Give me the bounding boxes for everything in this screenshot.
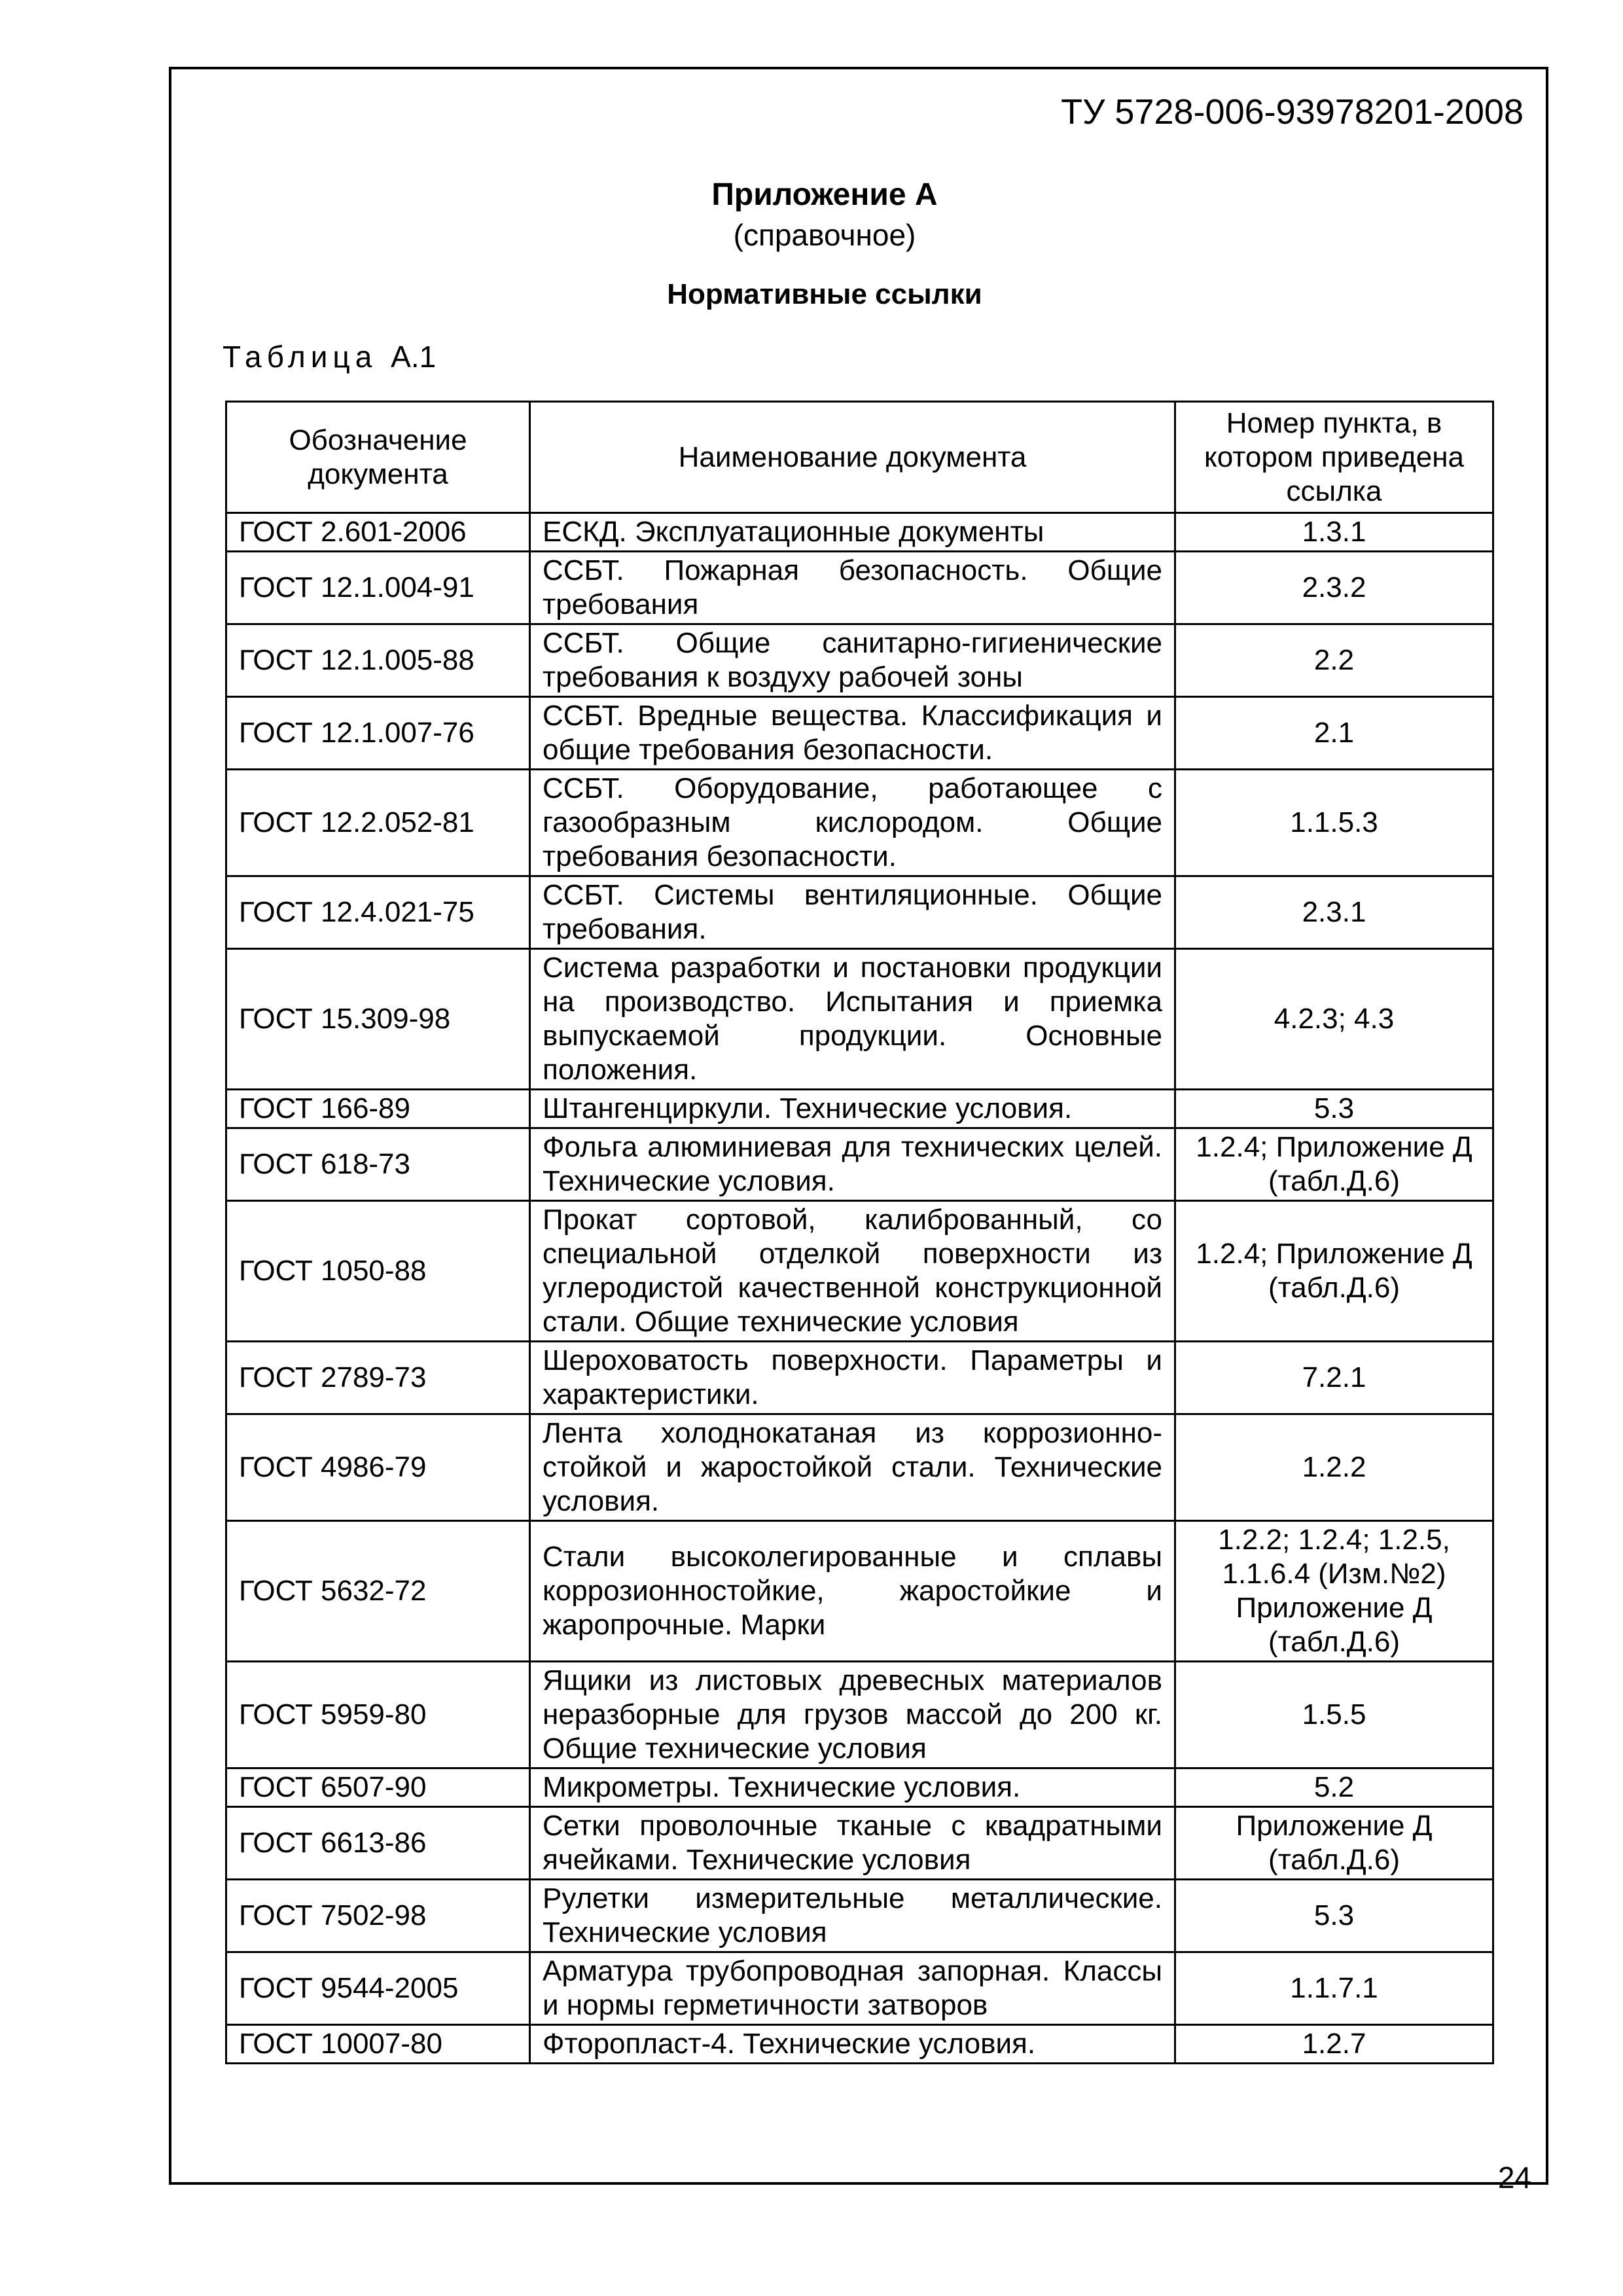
cell-clause-ref: 2.1 <box>1175 697 1493 770</box>
cell-document-name: Микрометры. Технические условия. <box>530 1768 1175 1807</box>
cell-clause-ref: 2.3.2 <box>1175 552 1493 624</box>
cell-document-code: ГОСТ 12.2.052-81 <box>226 770 530 876</box>
cell-document-code: ГОСТ 10007-80 <box>226 2025 530 2064</box>
cell-clause-ref: 5.3 <box>1175 1090 1493 1128</box>
table-row <box>226 624 1493 697</box>
cell-clause-ref: 1.2.4; Приложение Д (табл.Д.6) <box>1175 1201 1493 1342</box>
cell-document-name: Сетки проволочные тканые с квадратными ячейками. Технические условия <box>530 1807 1175 1880</box>
cell-clause-ref: 1.3.1 <box>1175 513 1493 552</box>
page-number: 24 <box>1497 2161 1531 2195</box>
cell-document-code: ГОСТ 5959-80 <box>226 1662 530 1768</box>
table-body <box>226 513 1493 2064</box>
table-header-row <box>226 402 1493 513</box>
cell-clause-ref: 1.2.7 <box>1175 2025 1493 2064</box>
cell-document-name: Арматура трубопроводная запорная. Классы и нормы герметичности затворов <box>530 1952 1175 2025</box>
cell-clause-ref: 1.1.5.3 <box>1175 770 1493 876</box>
cell-clause-ref: 1.2.2 <box>1175 1414 1493 1521</box>
cell-clause-ref: 7.2.1 <box>1175 1342 1493 1414</box>
table-row <box>226 1952 1493 2025</box>
table-label <box>223 339 436 374</box>
cell-document-name: ССБТ. Системы вентиляционные. Общие требования. <box>530 876 1175 949</box>
table-row <box>226 552 1493 624</box>
cell-clause-ref: 1.5.5 <box>1175 1662 1493 1768</box>
cell-document-code: ГОСТ 618-73 <box>226 1128 530 1201</box>
column-header-code: Обозначение документа <box>226 402 530 513</box>
cell-document-name: Лента холоднокатаная из коррозионно-стойкой и жаростойкой стали. Технические условия. <box>530 1414 1175 1521</box>
cell-document-code: ГОСТ 166-89 <box>226 1090 530 1128</box>
cell-document-name: ССБТ. Вредные вещества. Классификация и общие требования безопасности. <box>530 697 1175 770</box>
table-row <box>226 1768 1493 1807</box>
appendix-title: Приложение А <box>711 177 938 212</box>
column-header-ref: Номер пункта, в котором приведена ссылка <box>1175 402 1493 513</box>
cell-document-code: ГОСТ 12.1.007-76 <box>226 697 530 770</box>
cell-document-name: Стали высоколегированные и сплавы коррозионностойкие, жаростойкие и жаропрочные. Марки <box>530 1521 1175 1662</box>
table-label-number: А.1 <box>391 340 437 374</box>
table-row <box>226 697 1493 770</box>
table-row <box>226 1090 1493 1128</box>
cell-clause-ref: 4.2.3; 4.3 <box>1175 949 1493 1090</box>
cell-document-name: ЕСКД. Эксплуатационные документы <box>530 513 1175 552</box>
cell-document-code: ГОСТ 6507-90 <box>226 1768 530 1807</box>
table-row <box>226 770 1493 876</box>
cell-clause-ref: 5.3 <box>1175 1880 1493 1952</box>
cell-document-name: Фторопласт-4. Технические условия. <box>530 2025 1175 2064</box>
cell-document-name: Рулетки измерительные металлические. Технические условия <box>530 1880 1175 1952</box>
cell-document-name: Шероховатость поверхности. Параметры и характеристики. <box>530 1342 1175 1414</box>
table-row <box>226 1414 1493 1521</box>
cell-document-code: ГОСТ 4986-79 <box>226 1414 530 1521</box>
cell-clause-ref: 2.3.1 <box>1175 876 1493 949</box>
cell-document-name: Ящики из листовых древесных материалов неразборные для грузов массой до 200 кг. Общие технические условия <box>530 1662 1175 1768</box>
cell-document-code: ГОСТ 15.309-98 <box>226 949 530 1090</box>
cell-document-code: ГОСТ 9544-2005 <box>226 1952 530 2025</box>
cell-document-code: ГОСТ 12.1.004-91 <box>226 552 530 624</box>
table-row <box>226 1880 1493 1952</box>
cell-document-name: ССБТ. Пожарная безопасность. Общие требования <box>530 552 1175 624</box>
table-row <box>226 1201 1493 1342</box>
references-table <box>225 401 1494 2064</box>
cell-clause-ref: 1.2.4; Приложение Д (табл.Д.6) <box>1175 1128 1493 1201</box>
table-row <box>226 1342 1493 1414</box>
cell-document-name: ССБТ. Оборудование, работающее с газообразным кислородом. Общие требования безопасности. <box>530 770 1175 876</box>
cell-document-name: Прокат сортовой, калиброванный, со специальной отделкой поверхности из углеродистой качественной конструкционной стали. Общие технические условия <box>530 1201 1175 1342</box>
table-row <box>226 1807 1493 1880</box>
cell-document-code: ГОСТ 12.4.021-75 <box>226 876 530 949</box>
cell-clause-ref: 1.1.7.1 <box>1175 1952 1493 2025</box>
cell-document-name: Штангенциркули. Технические условия. <box>530 1090 1175 1128</box>
cell-clause-ref: 2.2 <box>1175 624 1493 697</box>
cell-document-code: ГОСТ 5632-72 <box>226 1521 530 1662</box>
appendix-subtitle: (справочное) <box>733 218 916 252</box>
cell-document-code: ГОСТ 7502-98 <box>226 1880 530 1952</box>
cell-document-name: Система разработки и постановки продукции на производство. Испытания и приемка выпускаемой продукции. Основные положения. <box>530 949 1175 1090</box>
cell-clause-ref: 1.2.2; 1.2.4; 1.2.5, 1.1.6.4 (Изм.№2) Приложение Д (табл.Д.6) <box>1175 1521 1493 1662</box>
cell-document-name: ССБТ. Общие санитарно-гигиенические требования к воздуху рабочей зоны <box>530 624 1175 697</box>
cell-clause-ref: 5.2 <box>1175 1768 1493 1807</box>
table-row <box>226 1521 1493 1662</box>
cell-document-name: Фольга алюминиевая для технических целей. Технические условия. <box>530 1128 1175 1201</box>
table-row <box>226 876 1493 949</box>
table-row <box>226 949 1493 1090</box>
table-row <box>226 1662 1493 1768</box>
column-header-name: Наименование документа <box>530 402 1175 513</box>
cell-document-code: ГОСТ 12.1.005-88 <box>226 624 530 697</box>
cell-document-code: ГОСТ 6613-86 <box>226 1807 530 1880</box>
document-code: ТУ 5728-006-93978201-2008 <box>1061 92 1524 132</box>
table-label-word: Таблица <box>223 340 378 374</box>
cell-clause-ref: Приложение Д (табл.Д.6) <box>1175 1807 1493 1880</box>
cell-document-code: ГОСТ 2.601-2006 <box>226 513 530 552</box>
table-row <box>226 513 1493 552</box>
table-row <box>226 2025 1493 2064</box>
cell-document-code: ГОСТ 1050-88 <box>226 1201 530 1342</box>
cell-document-code: ГОСТ 2789-73 <box>226 1342 530 1414</box>
table-row <box>226 1128 1493 1201</box>
section-title: Нормативные ссылки <box>667 278 982 310</box>
